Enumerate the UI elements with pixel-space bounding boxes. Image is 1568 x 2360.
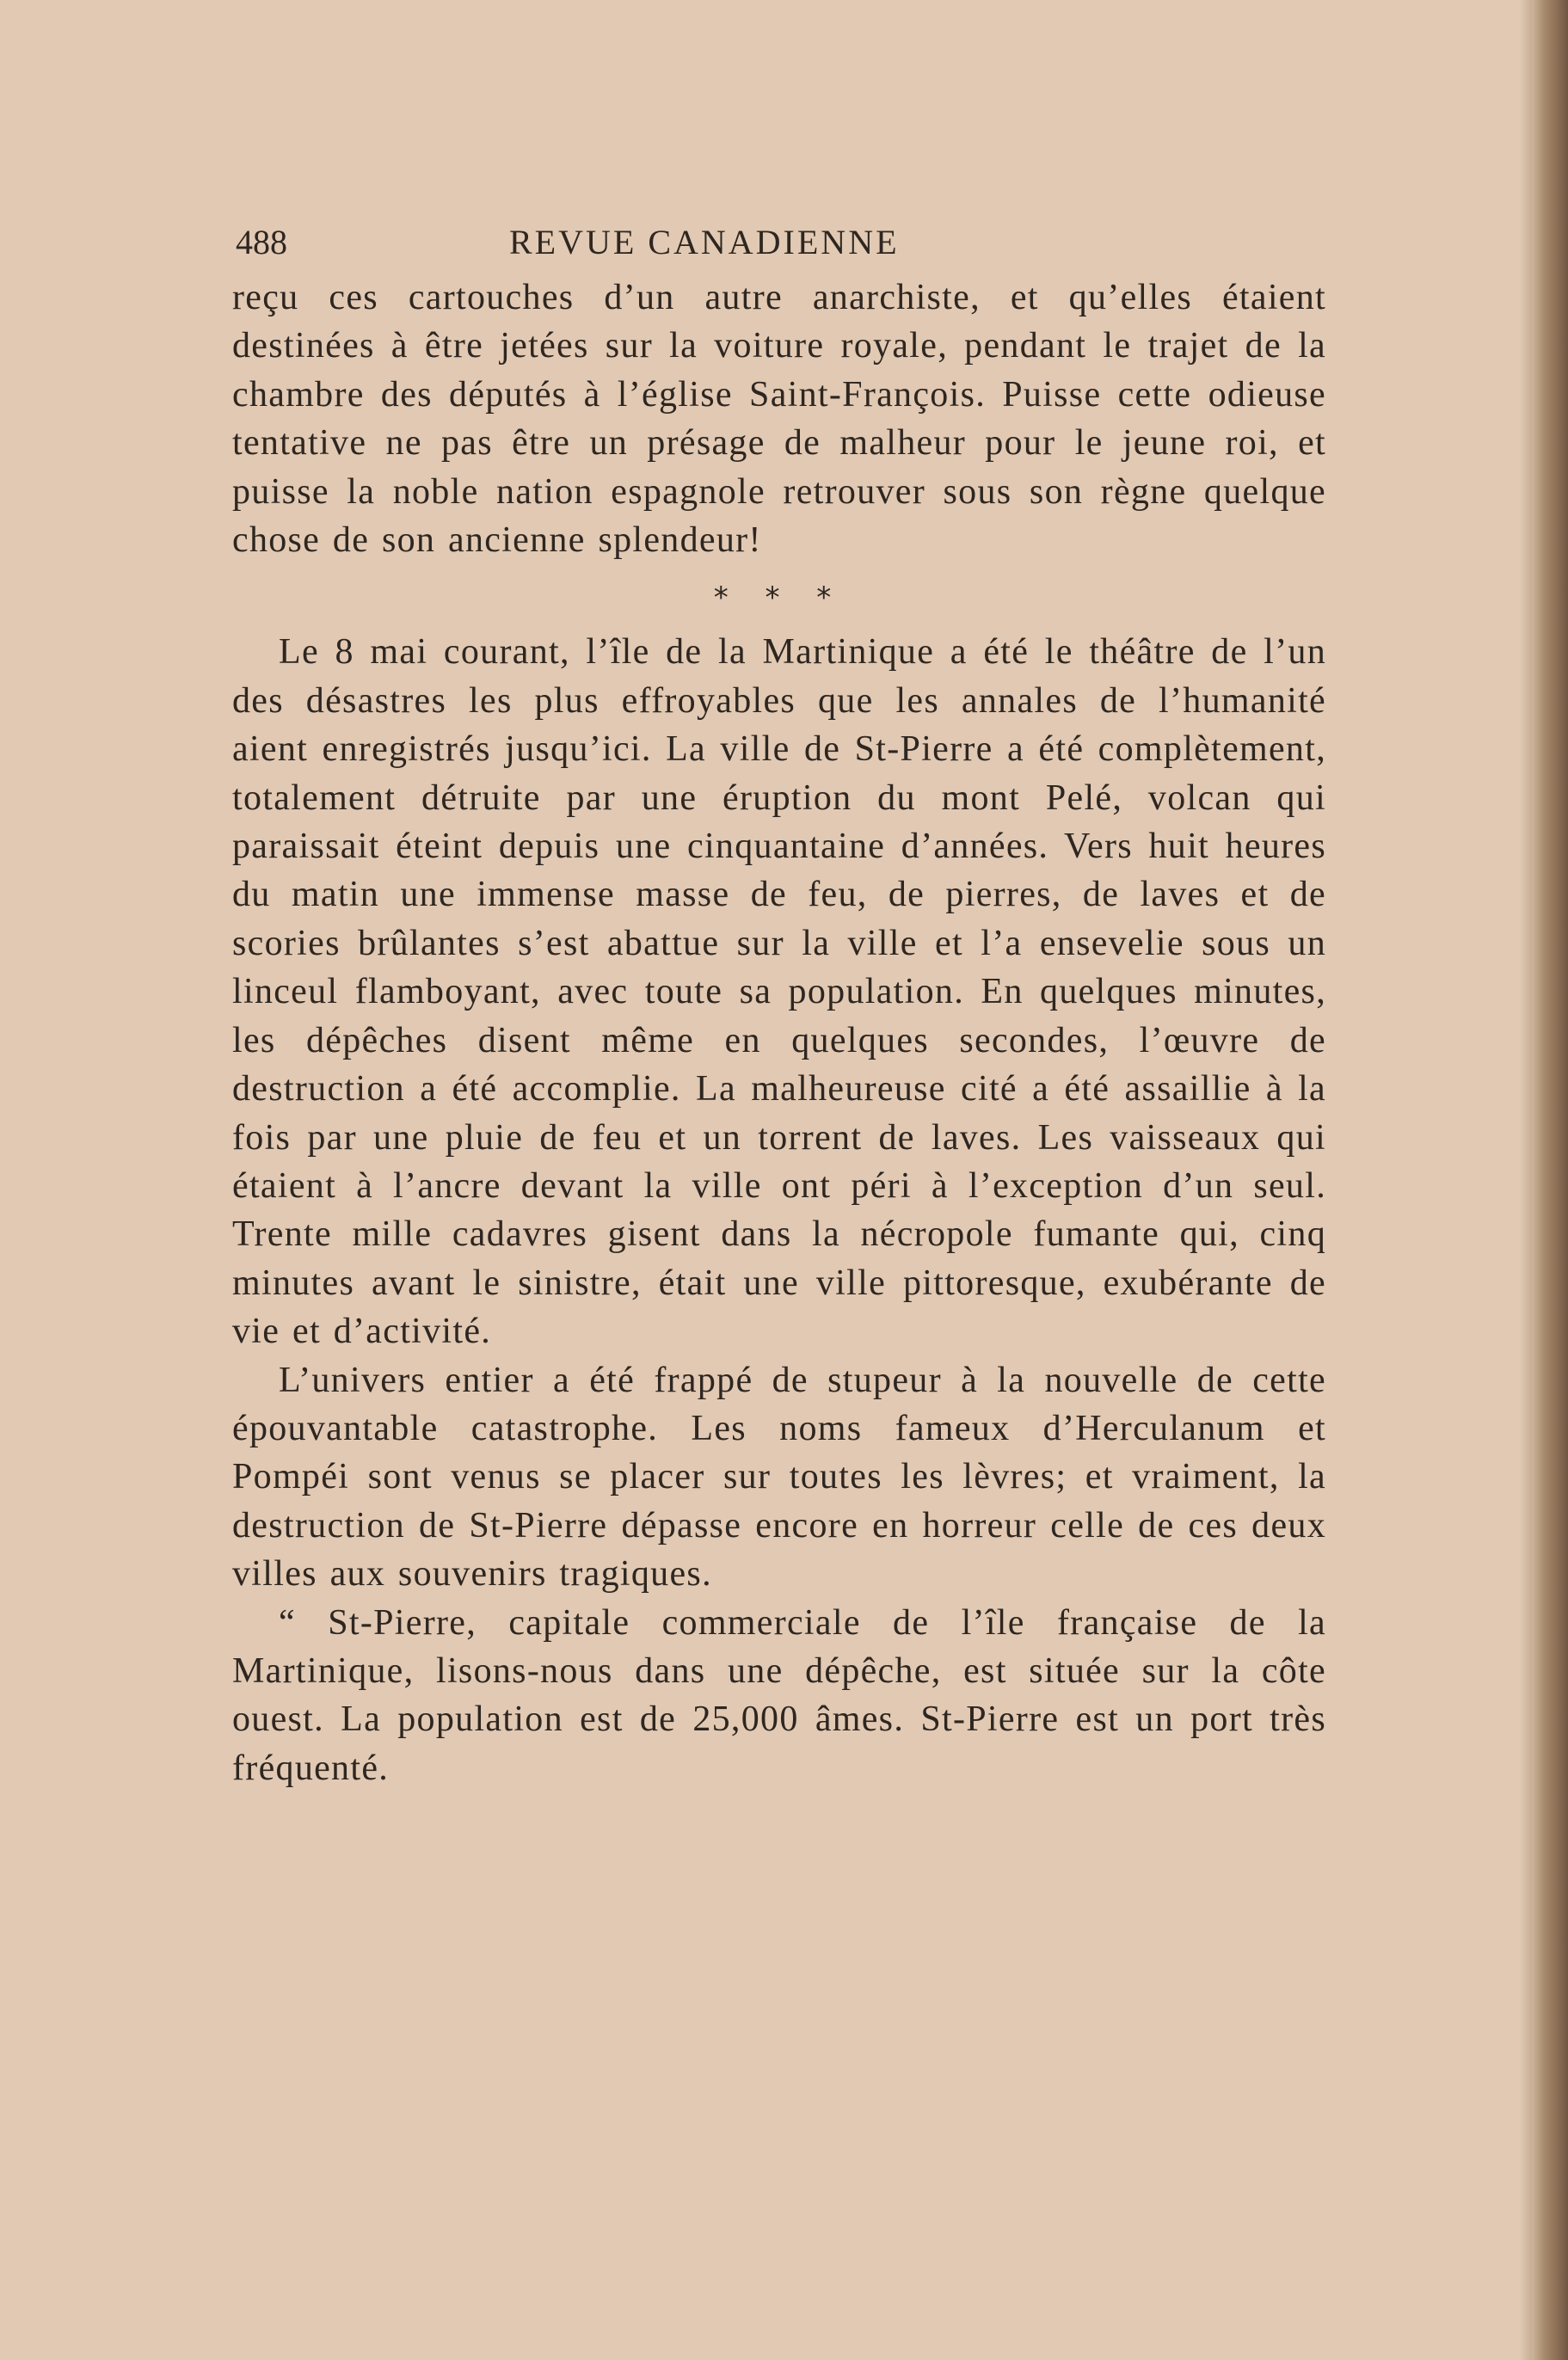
page-edge — [1532, 0, 1568, 2360]
page-edge-shadow — [1520, 0, 1532, 2360]
paragraph-univers: L’univers entier a été frappé de stupeur à la nouvelle de cette épouvantable catastrophe. Les noms fameux d’Herculanum et Pompéi sont venus se placer sur toutes les lèvres; et vraiment, la destruction de St-Pierre dépasse encore en horreur celle de ces deux villes aux souvenirs tragiques. — [232, 1360, 1326, 1595]
journal-title: REVUE CANADIENNE — [509, 223, 900, 261]
page-content — [232, 222, 1326, 1792]
paragraph-continuation: reçu ces cartouches d’un autre anarchiste, et qu’elles étaient destinées à être jetées sur la voiture royale, pendant le trajet de la chambre des députés à l’église Saint-François. Puisse cette odieuse tentative ne pas être un présage de malheur pour le jeune roi, et puisse la noble nation espagnole retrouver sous son règne quelque chose de son ancienne splendeur! — [232, 278, 1326, 561]
running-head — [232, 222, 1326, 273]
page-number: 488 — [236, 223, 287, 261]
paragraph-martinique: Le 8 mai courant, l’île de la Martinique a été le théâtre de l’un des désastres les plus effroyables que les annales de l’humanité aient enregistrés jusqu’ici. La ville de St-Pierre a été complètement, totalement détruite par une éruption du mont Pelé, volcan qui paraissait éteint depuis une cinquantaine d’années. Vers huit heures du matin une immense masse de feu, de pierres, de laves et de scories brûlantes s’est abattue sur la ville et l’a ensevelie sous un linceul flamboyant, avec toute sa population. En quelques minutes, les dépêches disent même en quelques secondes, l’œuvre de destruction a été accomplie. La malheureuse cité a été assaillie à la fois par une pluie de feu et un torrent de laves. Les vaisseaux qui étaient à l’ancre devant la ville ont péri à l’exception d’un seul. Trente mille cadavres gisent dans la nécropole fumante qui, cinq minutes avant le sinistre, était une ville pittoresque, exubérante de vie et d’activité. — [232, 632, 1326, 1352]
paragraph-quotation: “ St-Pierre, capitale commerciale de l’île française de la Martinique, lisons-nous dans une dépêche, est située sur la côte ouest. La population est de 25,000 âmes. St-Pierre est un port très fréquenté. — [232, 1602, 1326, 1788]
section-break: * * * — [713, 581, 845, 616]
